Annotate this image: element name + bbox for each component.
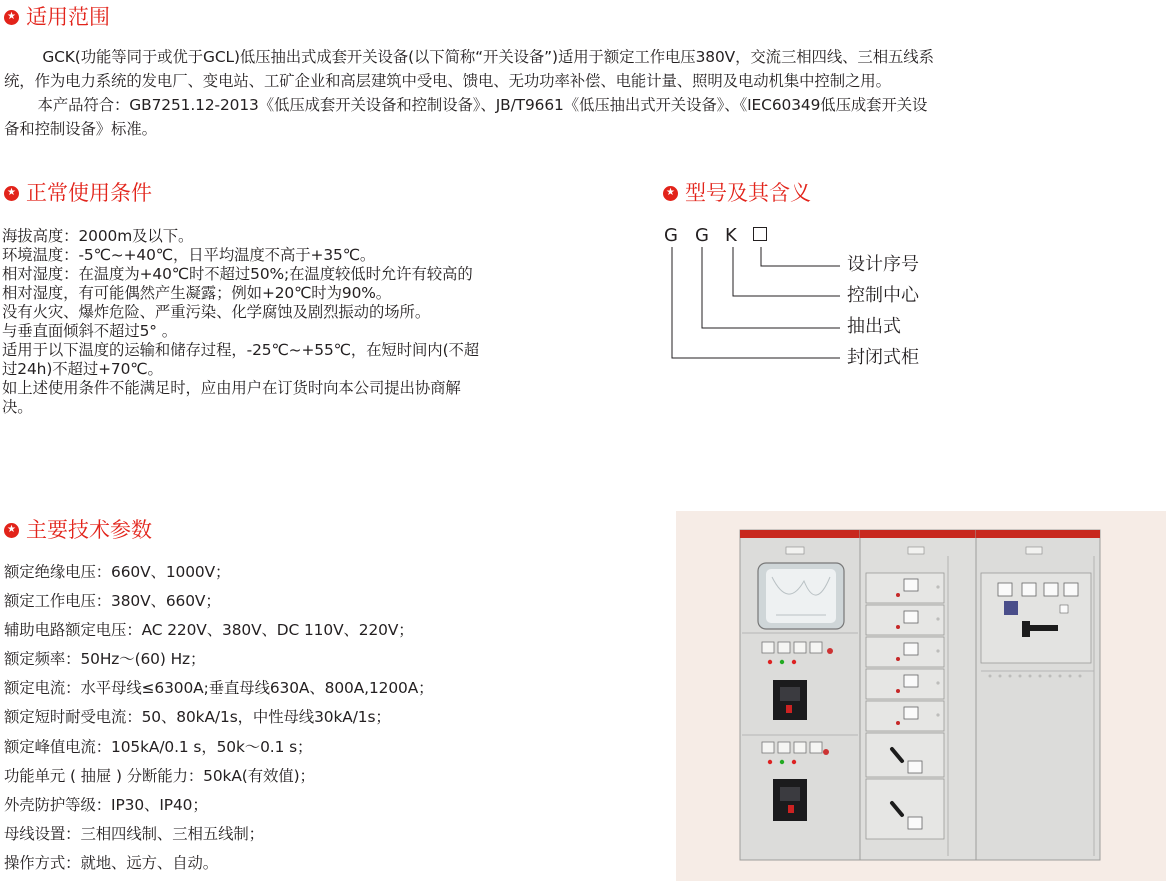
condition-line: 相对湿度，有可能偶然产生凝露；例如+20℃时为90%。 bbox=[2, 284, 392, 302]
conditions-list bbox=[2, 227, 479, 417]
heading-params-text: 主要技术参数 bbox=[26, 518, 152, 542]
scope-line: 备和控制设备》标准。 bbox=[4, 120, 157, 138]
model-placeholder-box bbox=[753, 227, 767, 241]
condition-line: 相对湿度：在温度为+40℃时不超过50%;在温度较低时允许有较高的 bbox=[2, 265, 473, 283]
param-line: 操作方式：就地、远方、自动。 bbox=[4, 853, 219, 872]
heading-model-text: 型号及其含义 bbox=[685, 181, 811, 205]
star-bullet-icon bbox=[4, 523, 19, 538]
model-letter-g2: G bbox=[695, 225, 709, 246]
legend-enclosed-cabinet: 封闭式柜 bbox=[847, 347, 919, 368]
param-line: 辅助电路额定电压：AC 220V、380V、DC 110V、220V； bbox=[4, 621, 414, 640]
condition-line: 没有火灾、爆炸危险、严重污染、化学腐蚀及剧烈振动的场所。 bbox=[2, 303, 431, 321]
model-letter-k: K bbox=[725, 225, 737, 246]
condition-line: 适用于以下温度的运输和储存过程，-25℃~+55℃，在短时间内(不超 bbox=[2, 341, 480, 359]
legend-control-center: 控制中心 bbox=[847, 285, 919, 306]
scope-line: 统，作为电力系统的发电厂、变电站、工矿企业和高层建筑中受电、馈电、无功功率补偿、电能计量、照明及电动机集中控制之用。 bbox=[4, 72, 891, 90]
heading-scope-text: 适用范围 bbox=[26, 5, 110, 29]
param-line: 额定短时耐受电流：50、80kA/1s，中性母线30kA/1s； bbox=[4, 708, 391, 727]
condition-line: 过24h)不超过+70℃。 bbox=[2, 360, 163, 378]
model-letter-g1: G bbox=[664, 225, 678, 246]
legend-withdrawable: 抽出式 bbox=[847, 316, 901, 337]
condition-line: 环境温度：-5℃~+40℃，日平均温度不高于+35℃。 bbox=[2, 246, 376, 264]
heading-scope bbox=[4, 5, 110, 29]
star-bullet-icon bbox=[4, 186, 19, 201]
param-line: 母线设置：三相四线制、三相五线制； bbox=[4, 824, 264, 843]
scope-line: GCK(功能等同于或优于GCL)低压抽出式成套开关设备(以下简称“开关设备”)适用于额定工作电压380V，交流三相四线、三相五线系 bbox=[4, 48, 934, 66]
star-bullet-icon bbox=[663, 186, 678, 201]
condition-line: 海拔高度：2000m及以下。 bbox=[2, 227, 194, 245]
legend-design-number: 设计序号 bbox=[847, 254, 919, 275]
heading-params bbox=[4, 518, 152, 542]
scope-paragraph bbox=[4, 45, 934, 141]
param-line: 额定频率：50Hz～(60) Hz； bbox=[4, 650, 206, 669]
param-line: 额定工作电压：380V、660V； bbox=[4, 592, 221, 611]
param-line: 额定电流：水平母线≤6300A;垂直母线630A、800A,1200A； bbox=[4, 679, 434, 698]
param-line: 外壳防护等级：IP30、IP40； bbox=[4, 795, 208, 814]
star-bullet-icon bbox=[4, 10, 19, 25]
param-line: 额定绝缘电压：660V、1000V； bbox=[4, 563, 231, 581]
heading-model bbox=[663, 181, 811, 205]
condition-line: 与垂直面倾斜不超过5° 。 bbox=[2, 322, 177, 340]
scope-line: 本产品符合：GB7251.12-2013《低压成套开关设备和控制设备》、JB/T9661《低压抽出式开关设备》、《IEC60349低压成套开关设 bbox=[4, 96, 928, 114]
condition-line: 如上述使用条件不能满足时，应由用户在订货时向本公司提出协商解 bbox=[2, 379, 461, 397]
params-list bbox=[4, 558, 433, 878]
heading-conditions-text: 正常使用条件 bbox=[26, 181, 152, 205]
model-connector-lines bbox=[660, 245, 845, 365]
param-line: 功能单元 ( 抽屉 ) 分断能力：50kA(有效值)； bbox=[4, 766, 315, 785]
heading-conditions bbox=[4, 181, 152, 205]
cabinet-photo bbox=[676, 511, 1166, 881]
condition-line: 决。 bbox=[2, 398, 33, 416]
param-line: 额定峰值电流：105kA/0.1 s，50k～0.1 s； bbox=[4, 737, 313, 756]
